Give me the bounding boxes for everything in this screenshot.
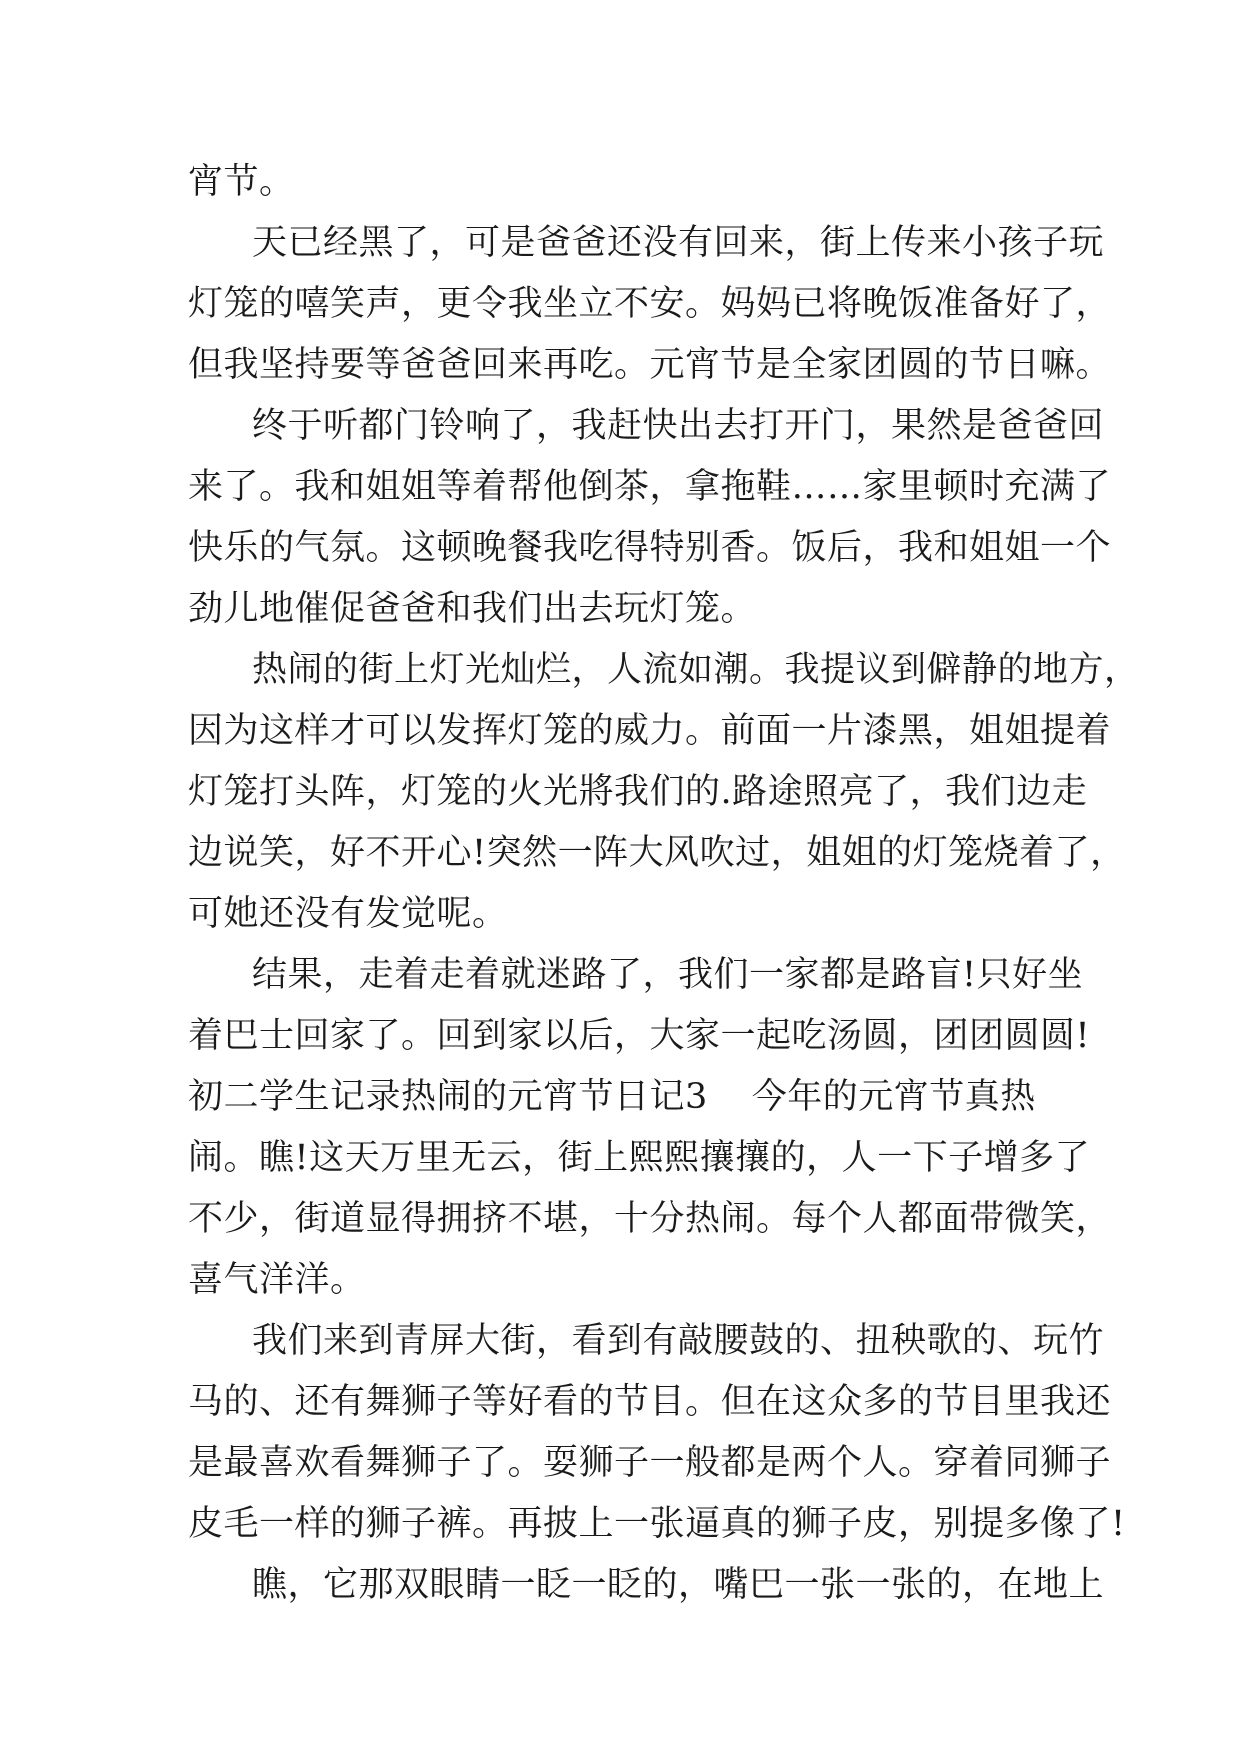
text-line: 但我坚持要等爸爸回来再吃。元宵节是全家团圆的节日嘛。 bbox=[188, 345, 1112, 385]
text-line: 闹。瞧!这天万里无云，街上熙熙攘攘的，人一下子增多了 bbox=[188, 1138, 1091, 1178]
text-line: 边说笑，好不开心!突然一阵大风吹过，姐姐的灯笼烧着了， bbox=[188, 833, 1126, 873]
text-line: 马的、还有舞狮子等好看的节目。但在这众多的节目里我还 bbox=[188, 1382, 1112, 1422]
diary-title: 初二学生记录热闹的元宵节日记3 bbox=[188, 1077, 708, 1117]
text-line: 终于听都门铃响了，我赶快出去打开门，果然是爸爸回 bbox=[252, 406, 1105, 446]
text-line: 热闹的街上灯光灿烂，人流如潮。我提议到僻静的地方， bbox=[252, 650, 1140, 690]
text-line: 喜气洋洋。 bbox=[188, 1260, 366, 1300]
text-line: 来了。我和姐姐等着帮他倒茶，拿拖鞋……家里顿时充满了 bbox=[188, 467, 1112, 507]
text-line: 不少，街道显得拥挤不堪，十分热闹。每个人都面带微笑， bbox=[188, 1199, 1112, 1239]
text-line: 因为这样才可以发挥灯笼的威力。前面一片漆黑，姐姐提着 bbox=[188, 711, 1112, 751]
text-line: 快乐的气氛。这顿晚餐我吃得特别香。饭后，我和姐姐一个 bbox=[188, 528, 1112, 568]
text-line-start: 今年的元宵节真热 bbox=[751, 1077, 1036, 1117]
title-line bbox=[188, 1067, 1058, 1128]
text-line: 瞧，它那双眼睛一眨一眨的，嘴巴一张一张的，在地上 bbox=[252, 1565, 1105, 1605]
text-line: 是最喜欢看舞狮子了。耍狮子一般都是两个人。穿着同狮子 bbox=[188, 1443, 1112, 1483]
text-line: 劲儿地催促爸爸和我们出去玩灯笼。 bbox=[188, 589, 757, 629]
text-line: 宵节。 bbox=[188, 162, 295, 202]
text-line: 灯笼打头阵，灯笼的火光將我们的.路途照亮了，我们边走 bbox=[188, 772, 1088, 812]
text-line: 灯笼的嘻笑声，更令我坐立不安。妈妈已将晚饭准备好了， bbox=[188, 284, 1112, 324]
text-line: 着巴士回家了。回到家以后，大家一起吃汤圆，团团圆圆! bbox=[188, 1016, 1091, 1056]
diary-text bbox=[188, 152, 1140, 1616]
text-line: 皮毛一样的狮子裤。再披上一张逼真的狮子皮，别提多像了! bbox=[188, 1504, 1126, 1544]
text-line: 天已经黑了，可是爸爸还没有回来，街上传来小孩子玩 bbox=[252, 223, 1105, 263]
text-line: 我们来到青屏大街，看到有敲腰鼓的、扭秧歌的、玩竹 bbox=[252, 1321, 1105, 1361]
text-line: 可她还没有发觉呢。 bbox=[188, 894, 508, 934]
text-line: 结果，走着走着就迷路了，我们一家都是路盲!只好坐 bbox=[252, 955, 1084, 995]
